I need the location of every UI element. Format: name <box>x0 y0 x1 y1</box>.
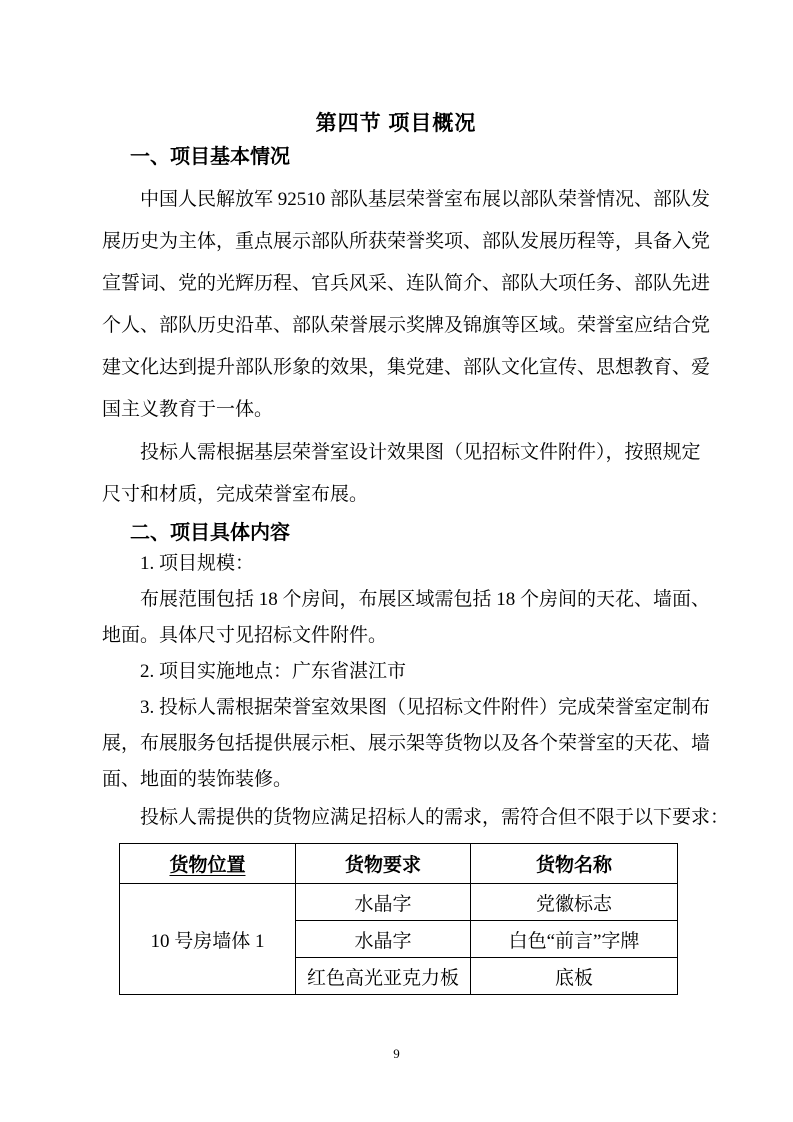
paragraph-line: 1. 项目规模： <box>140 553 255 574</box>
paragraph-line: 宣誓词、党的光辉历程、官兵风采、连队简介、部队大项任务、部队先进 <box>102 273 711 294</box>
paragraph-line: 投标人需提供的货物应满足招标人的需求，需符合但不限于以下要求： <box>140 807 730 828</box>
table-header-location <box>120 844 296 884</box>
paragraph-line: 尺寸和材质，完成荣誉室布展。 <box>102 484 369 505</box>
paragraph-overview <box>102 179 711 431</box>
table-cell-name: 白色“前言”字牌 <box>471 921 678 958</box>
page-number: 9 <box>393 1046 400 1061</box>
paragraph-line: 建文化达到提升部队形象的效果，集党建、部队文化宣传、思想教育、爱 <box>102 357 711 378</box>
table-cell-requirement: 红色高光亚克力板 <box>296 958 471 995</box>
paragraph-line: 布展范围包括 18 个房间，布展区域需包括 18 个房间的天花、墙面、 <box>140 589 711 610</box>
table-cell-location: 10 号房墙体 1 <box>120 884 296 995</box>
table-header-row <box>120 844 678 884</box>
paragraph-line: 3. 投标人需根据荣誉室效果图（见招标文件附件）完成荣誉室定制布 <box>140 697 711 718</box>
table-cell-requirement: 水晶字 <box>296 921 471 958</box>
paragraph-line: 展历史为主体，重点展示部队所获荣誉奖项、部队发展历程等，具备入党 <box>102 231 711 252</box>
paragraph-line: 中国人民解放军 92510 部队基层荣誉室布展以部队荣誉情况、部队发 <box>140 189 711 210</box>
paragraph-line: 地面。具体尺寸见招标文件附件。 <box>102 625 388 646</box>
paragraph-custom-exhibition <box>102 690 711 798</box>
paragraph-line: 2. 项目实施地点：广东省湛江市 <box>140 661 407 682</box>
section-1-heading: 一、项目基本情况 <box>130 146 290 168</box>
table-cell-name: 党徽标志 <box>471 884 678 921</box>
list-item-project-location <box>102 654 690 690</box>
table-cell-requirement: 水晶字 <box>296 884 471 921</box>
table-cell-name: 底板 <box>471 958 678 995</box>
list-item-project-scale <box>102 546 690 582</box>
paragraph-line: 投标人需根据基层荣誉室设计效果图（见招标文件附件），按照规定 <box>140 442 701 463</box>
paragraph-line: 国主义教育于一体。 <box>102 399 274 420</box>
goods-table <box>119 843 678 995</box>
paragraph-goods-requirement-intro <box>102 800 730 836</box>
paragraph-scale-detail <box>102 582 711 654</box>
document-body <box>102 111 730 995</box>
paragraph-bidder-requirement <box>102 432 701 516</box>
table-header-name: 货物名称 <box>471 844 678 884</box>
paragraph-line: 展，布展服务包括提供展示柜、展示架等货物以及各个荣誉室的天花、墙 <box>102 733 711 754</box>
table-header-requirement: 货物要求 <box>296 844 471 884</box>
paragraph-line: 个人、部队历史沿革、部队荣誉展示奖牌及锦旗等区域。荣誉室应结合党 <box>102 315 711 336</box>
table-header-location-label: 货物位置 <box>169 855 246 876</box>
section-2-heading: 二、项目具体内容 <box>130 522 290 544</box>
paragraph-line: 面、地面的装饰装修。 <box>102 769 293 790</box>
document-title: 第四节 项目概况 <box>315 112 477 135</box>
table-row <box>120 884 678 921</box>
